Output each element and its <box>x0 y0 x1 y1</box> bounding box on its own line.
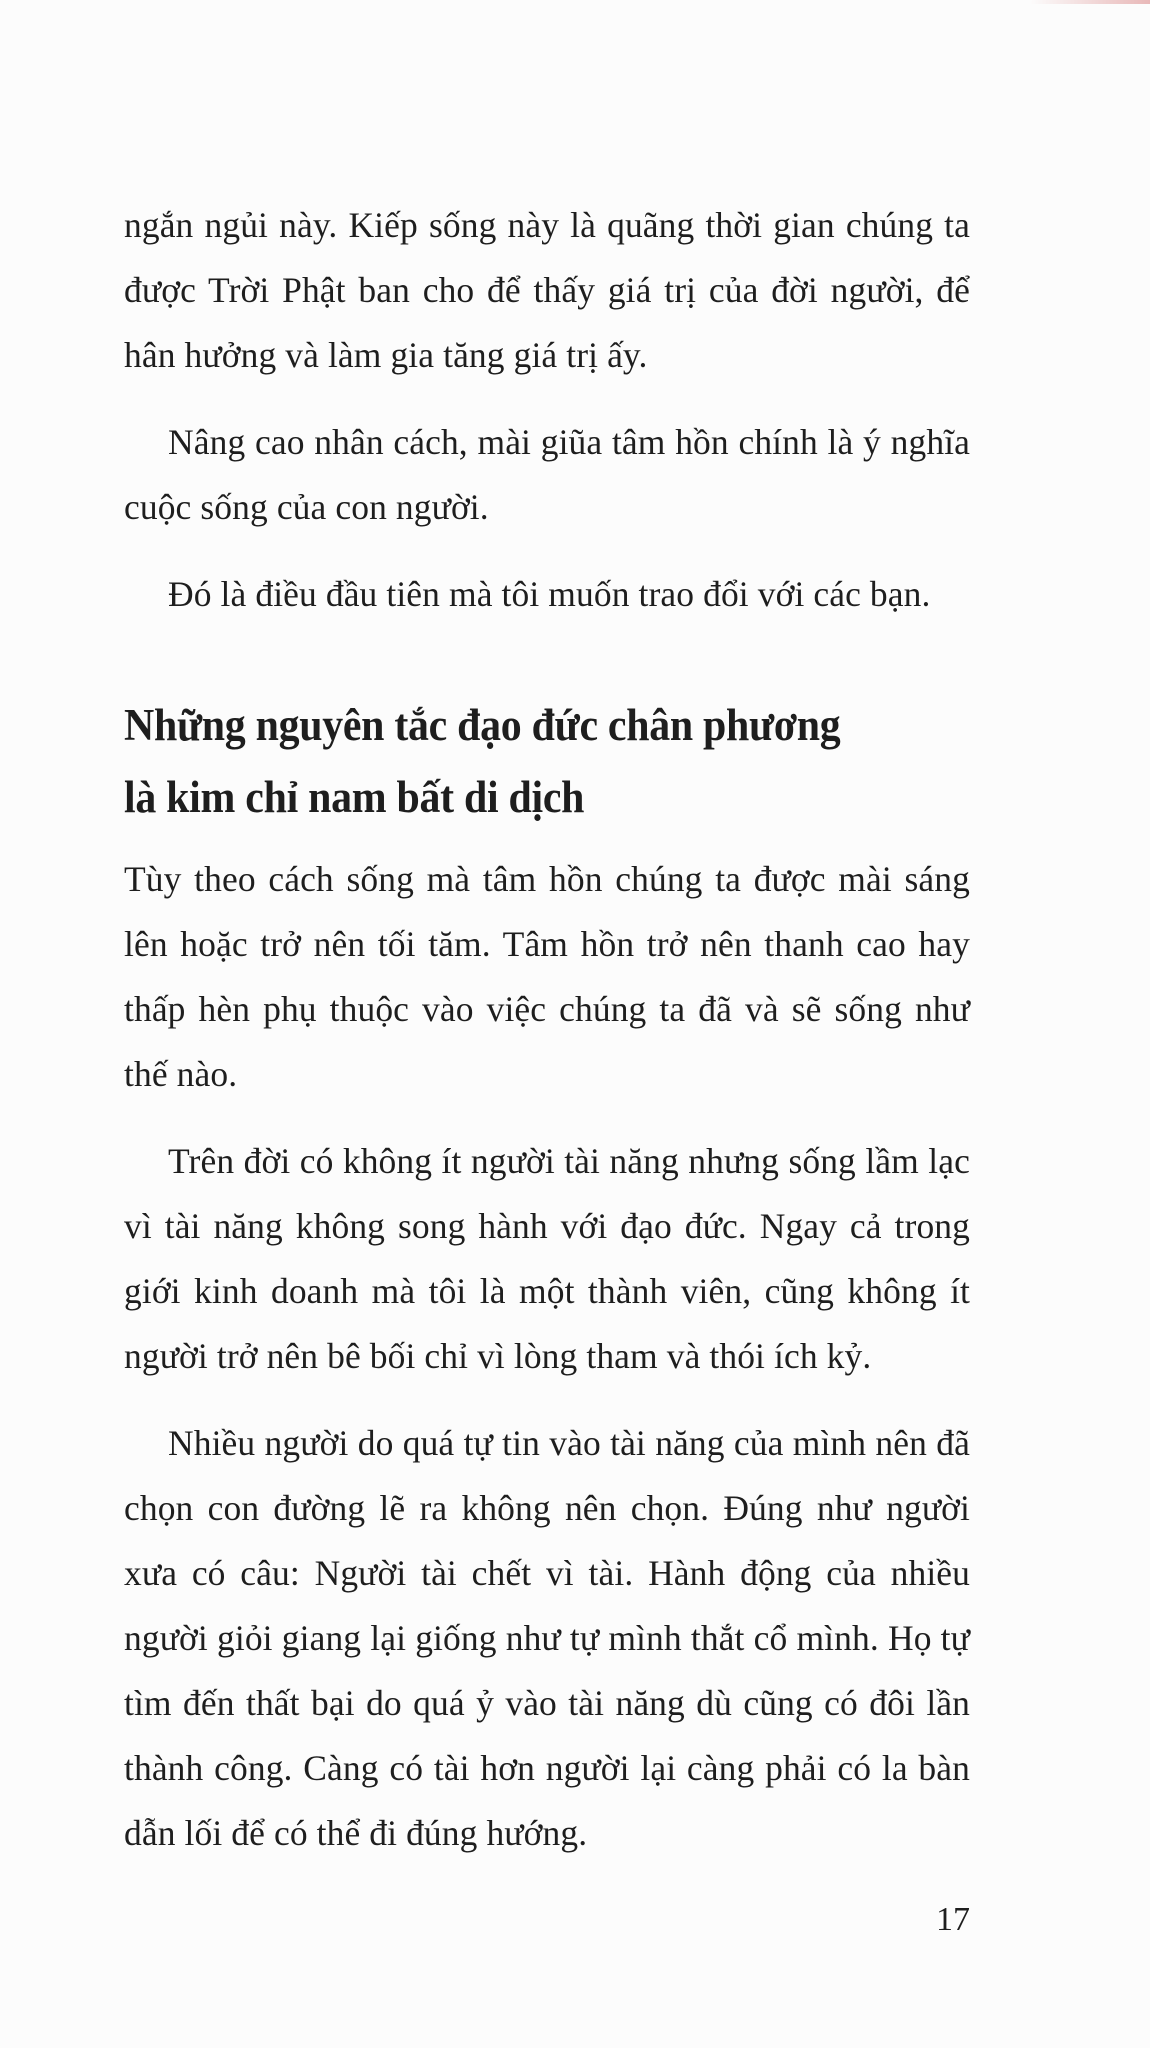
section-heading-line-1: Những nguyên tắc đạo đức chân phương <box>124 700 841 750</box>
section-heading-line-2: là kim chỉ nam bất di dịch <box>124 772 585 822</box>
paragraph: Đó là điều đầu tiên mà tôi muốn trao đổi với các bạn. <box>168 574 931 614</box>
paragraph: Nâng cao nhân cách, mài giũa tâm hồn chính là ý nghĩa cuộc sống của con người. <box>124 422 970 527</box>
page-edge-shadow <box>1030 0 1150 4</box>
page-number: 17 <box>936 1901 970 1938</box>
paragraph: Trên đời có không ít người tài năng nhưng sống lầm lạc vì tài năng không song hành với đạo đức. Ngay cả trong giới kinh doanh mà tôi là một thành viên, cũng không ít người trở nên bê bối chỉ vì lòng tham và thói ích kỷ. <box>124 1141 970 1376</box>
section-text-block <box>124 847 970 1866</box>
paragraph: Nhiều người do quá tự tin vào tài năng của mình nên đã chọn con đường lẽ ra không nên chọn. Đúng như người xưa có câu: Người tài chết vì tài. Hành động của nhiều người giỏi giang lại giống như tự mình thắt cổ mình. Họ tự tìm đến thất bại do quá ỷ vào tài năng dù cũng có đôi lần thành công. Càng có tài hơn người lại càng phải có la bàn dẫn lối để có thể đi đúng hướng. <box>124 1423 970 1853</box>
paragraph-continuation: ngắn ngủi này. Kiếp sống này là quãng thời gian chúng ta được Trời Phật ban cho để thấy giá trị của đời người, để hân hưởng và làm gia tăng giá trị ấy. <box>124 205 970 375</box>
section-heading <box>124 689 911 833</box>
top-text-block <box>124 193 970 627</box>
paragraph: Tùy theo cách sống mà tâm hồn chúng ta được mài sáng lên hoặc trở nên tối tăm. Tâm hồn trở nên thanh cao hay thấp hèn phụ thuộc vào việc chúng ta đã và sẽ sống như thế nào. <box>124 859 970 1094</box>
